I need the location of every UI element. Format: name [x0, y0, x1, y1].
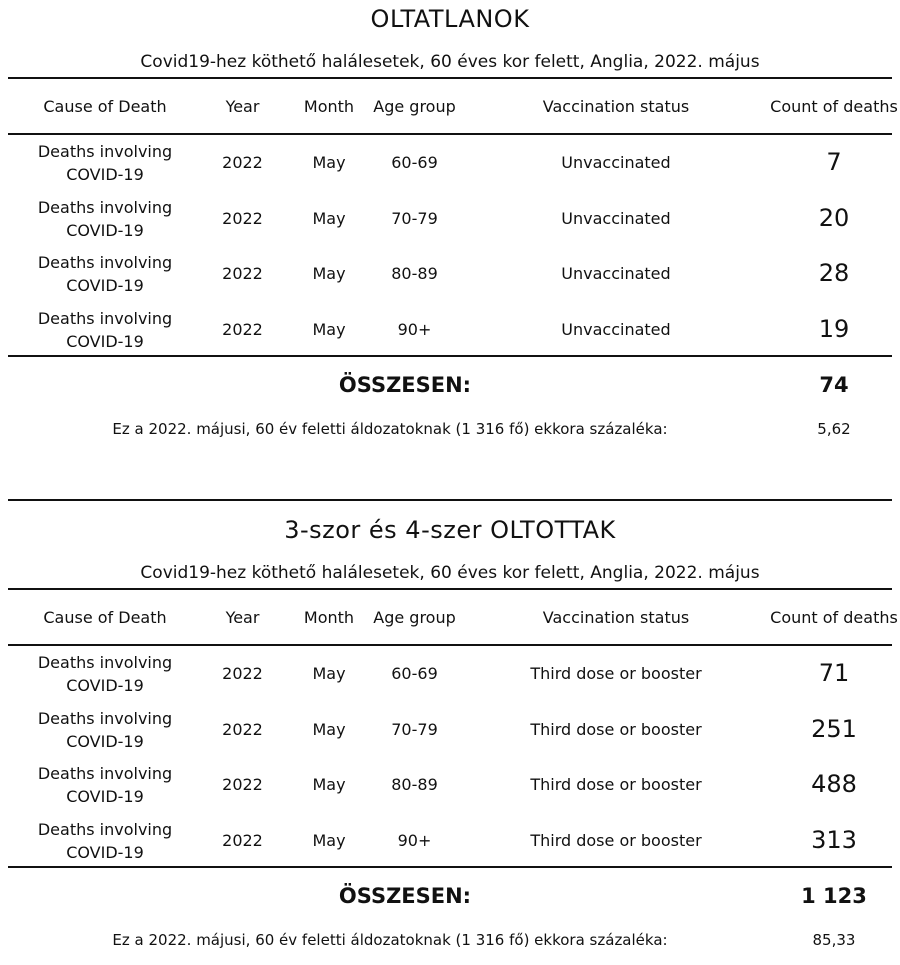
table-bottom-rule — [8, 355, 892, 357]
cell-cause: Deaths involving COVID-19 — [37, 141, 173, 184]
cell-cause: Deaths involving COVID-19 — [37, 652, 173, 695]
table-row — [0, 302, 900, 357]
total-value: 74 — [819, 373, 849, 397]
cell-age-group: 70-79 — [391, 209, 438, 228]
cell-month: May — [312, 320, 346, 339]
cell-cause: Deaths involving COVID-19 — [37, 252, 173, 295]
cell-count: 28 — [818, 259, 850, 287]
table-row — [0, 135, 900, 190]
header-month: Month — [303, 96, 355, 116]
cell-vaccination-status: Unvaccinated — [561, 209, 671, 228]
cell-vaccination-status: Third dose or booster — [530, 664, 702, 683]
cell-vaccination-status: Unvaccinated — [561, 320, 671, 339]
cell-month: May — [312, 775, 346, 794]
percentage-label: Ez a 2022. májusi, 60 év feletti áldozatoknak (1 316 fő) ekkora százaléka: — [112, 931, 668, 949]
cell-year: 2022 — [222, 720, 263, 739]
cell-cause: Deaths involving COVID-19 — [37, 763, 173, 806]
header-count-of-deaths: Count of deaths — [770, 96, 898, 116]
section-title: OLTATLANOK — [370, 5, 530, 33]
cell-count: 7 — [826, 148, 842, 176]
section-subtitle: Covid19-hez köthető halálesetek, 60 éves kor felett, Anglia, 2022. május — [140, 563, 760, 583]
percentage-value: 85,33 — [812, 931, 856, 949]
cell-vaccination-status: Unvaccinated — [561, 153, 671, 172]
cell-month: May — [312, 209, 346, 228]
cell-cause: Deaths involving COVID-19 — [37, 819, 173, 862]
header-cause: Cause of Death — [43, 96, 167, 116]
table-row — [0, 246, 900, 301]
cell-vaccination-status: Third dose or booster — [530, 720, 702, 739]
table-row — [0, 646, 900, 701]
header-vaccination-status: Vaccination status — [542, 607, 690, 627]
cell-count: 488 — [811, 770, 857, 798]
cell-age-group: 90+ — [397, 320, 432, 339]
cell-count: 20 — [818, 204, 850, 232]
cell-vaccination-status: Third dose or booster — [530, 775, 702, 794]
cell-count: 313 — [811, 826, 857, 854]
cell-month: May — [312, 153, 346, 172]
percentage-value: 5,62 — [817, 420, 851, 438]
cell-cause: Deaths involving COVID-19 — [37, 197, 173, 240]
cell-cause: Deaths involving COVID-19 — [37, 308, 173, 351]
cell-year: 2022 — [222, 264, 263, 283]
table-row — [0, 757, 900, 812]
cell-year: 2022 — [222, 209, 263, 228]
table-row — [0, 702, 900, 757]
cell-age-group: 90+ — [397, 831, 432, 850]
cell-count: 251 — [811, 715, 857, 743]
cell-month: May — [312, 264, 346, 283]
header-age-group: Age group — [373, 607, 456, 627]
table-row — [0, 191, 900, 246]
section-divider — [8, 499, 892, 501]
cell-cause: Deaths involving COVID-19 — [37, 708, 173, 751]
cell-age-group: 70-79 — [391, 720, 438, 739]
total-label: ÖSSZESEN: — [338, 884, 472, 908]
percentage-label: Ez a 2022. májusi, 60 év feletti áldozatoknak (1 316 fő) ekkora százaléka: — [112, 420, 668, 438]
cell-year: 2022 — [222, 775, 263, 794]
table-header-row — [0, 590, 900, 644]
cell-year: 2022 — [222, 831, 263, 850]
header-cause: Cause of Death — [43, 607, 167, 627]
cell-month: May — [312, 720, 346, 739]
cell-year: 2022 — [222, 320, 263, 339]
header-year: Year — [225, 96, 260, 116]
section-subtitle: Covid19-hez köthető halálesetek, 60 éves kor felett, Anglia, 2022. május — [140, 52, 760, 72]
total-value: 1 123 — [801, 884, 867, 908]
cell-count: 71 — [818, 659, 850, 687]
cell-month: May — [312, 831, 346, 850]
total-label: ÖSSZESEN: — [338, 373, 472, 397]
table-row — [0, 813, 900, 868]
cell-year: 2022 — [222, 664, 263, 683]
header-count-of-deaths: Count of deaths — [770, 607, 898, 627]
cell-vaccination-status: Third dose or booster — [530, 831, 702, 850]
header-vaccination-status: Vaccination status — [542, 96, 690, 116]
cell-age-group: 60-69 — [391, 664, 438, 683]
cell-age-group: 60-69 — [391, 153, 438, 172]
cell-age-group: 80-89 — [391, 775, 438, 794]
cell-vaccination-status: Unvaccinated — [561, 264, 671, 283]
cell-age-group: 80-89 — [391, 264, 438, 283]
table-header-row — [0, 79, 900, 133]
cell-year: 2022 — [222, 153, 263, 172]
header-age-group: Age group — [373, 96, 456, 116]
section-title: 3-szor és 4-szer OLTOTTAK — [284, 516, 616, 544]
cell-count: 19 — [818, 315, 850, 343]
header-month: Month — [303, 607, 355, 627]
header-year: Year — [225, 607, 260, 627]
table-bottom-rule — [8, 866, 892, 868]
cell-month: May — [312, 664, 346, 683]
